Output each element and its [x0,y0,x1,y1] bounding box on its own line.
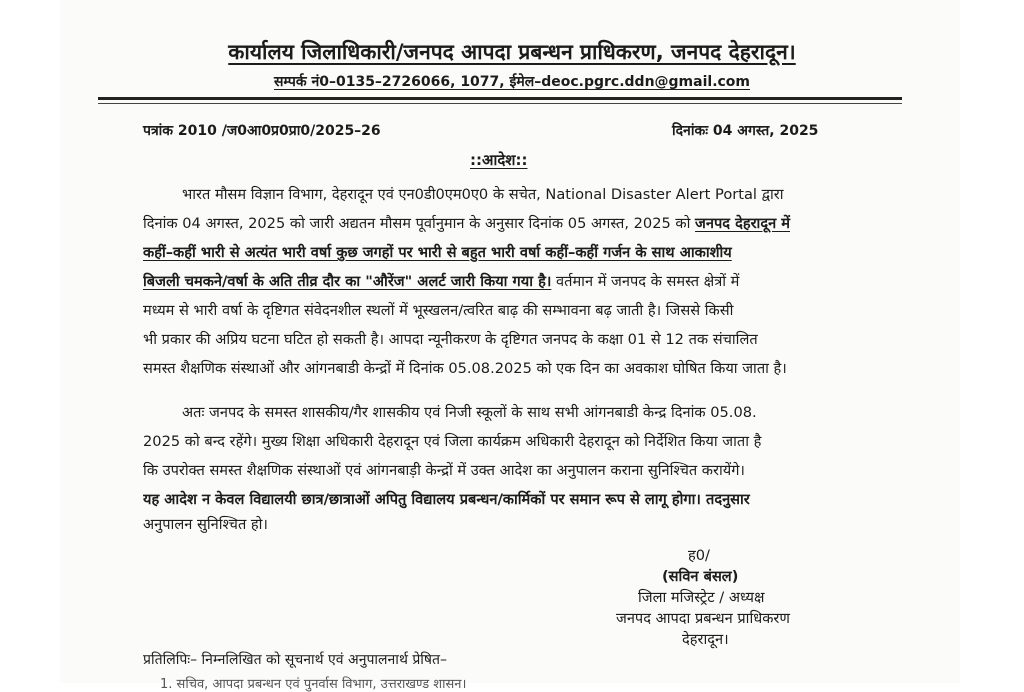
para2-line: अनुपालन सुनिश्चित हो। [143,516,268,533]
office-title: कार्यालय जिलाधिकारी/जनपद आपदा प्रबन्धन प्राधिकरण, जनपद देहरादून। [228,40,796,64]
para2-line: 2025 को बन्द रहेंगे। मुख्य शिक्षा अधिकारी देहरादून एवं जिला कार्यक्रम अधिकारी देहरादून को निर्देशित किया जाता है [143,433,762,450]
orange-alert-text: बिजली चमकने/वर्षा के अति तीव्र दौर का "औरेंज" अलर्ट जारी किया गया है। [143,273,552,290]
order-heading: ::आदेश:: [470,151,528,169]
copy-list-item-cut: 1. सचिव, आपदा प्रबन्धन एवं पुनर्वास विभाग, उत्तराखण्ड शासन। [160,677,467,692]
office-contact: सम्पर्क नं0–0135–2726066, 1077, ईमेल–deoc.pgrc.ddn@gmail.com [273,74,751,90]
signatory-designation: जिला मजिस्ट्रेट / अध्यक्ष [638,589,765,606]
signed-mark: ह0/ [688,547,710,564]
para1-line: मध्यम से भारी वर्षा के दृष्टिगत संवेदनशील स्थलों में भूस्खलन/त्वरित बाढ़ की सम्भावना बढ़ जाती है। जिससे किसी [143,302,734,319]
para1-line: भी प्रकार की अप्रिय घटना घटित हो सकती है। आपदा न्यूनीकरण के दृष्टिगत जनपद के कक्षा 01 से 12 तक संचालित [143,331,758,348]
para2-line-bold: यह आदेश न केवल विद्यालयी छात्र/छात्राओं अपितु विद्यालय प्रबन्धन/कार्मिकों पर समान रूप से लागू होगा। तदनुसार [143,491,750,508]
para1-line: समस्त शैक्षणिक संस्थाओं और आंगनबाडी केन्द्रों में दिनांक 05.08.2025 को एक दिन का अवकाश घोषित किया जाता है। [143,360,787,377]
signatory-name: (सविन बंसल) [662,568,739,585]
letter-number: पत्रांक 2010 /ज0आ0प्र0प्रा0/2025–26 [143,123,381,139]
para2-line: कि उपरोक्त समस्त शैक्षणिक संस्थाओं एवं आंगनबाड़ी केन्द्रों में उक्त आदेश का अनुपालन कराना सुनिश्चित करायेंगे। [143,462,745,479]
para2-line: अतः जनपद के समस्त शासकीय/गैर शासकीय एवं निजी स्कूलों के साथ सभी आंगनबाडी केन्द्र दिनांक 05.08. [182,404,757,421]
copy-to-line: प्रतिलिपिः– निम्नलिखित को सूचनार्थ एवं अनुपालनार्थ प्रेषित– [143,652,447,668]
signatory-place: देहरादून। [682,631,729,648]
letter-date: दिनांकः 04 अगस्त, 2025 [672,123,819,139]
para1-line: भारत मौसम विज्ञान विभाग, देहरादून एवं एन0डी0एम0ए0 के सचेत, National Disaster Alert Portal द्वारा [182,186,784,203]
para1-line: दिनांक 04 अगस्त, 2025 को जारी अद्यतन मौसम पूर्वानुमान के अनुसार दिनांक 05 अगस्त, 2025 को जनपद देहरादून में [143,215,790,232]
highlight-district: जनपद देहरादून में [695,215,790,232]
header-rule-thin [98,103,902,104]
para1-line-highlight: कहीं–कहीं भारी से अत्यंत भारी वर्षा कुछ जगहों पर भारी से बहुत भारी वर्षा कहीं–कहीं गर्जन के साथ आकाशीय [143,244,732,261]
signatory-authority: जनपद आपदा प्रबन्धन प्राधिकरण [616,610,790,627]
header-rule-thick [98,97,902,100]
para1-line: बिजली चमकने/वर्षा के अति तीव्र दौर का "औरेंज" अलर्ट जारी किया गया है। वर्तमान में जनपद के समस्त क्षेत्रों में [143,273,740,290]
